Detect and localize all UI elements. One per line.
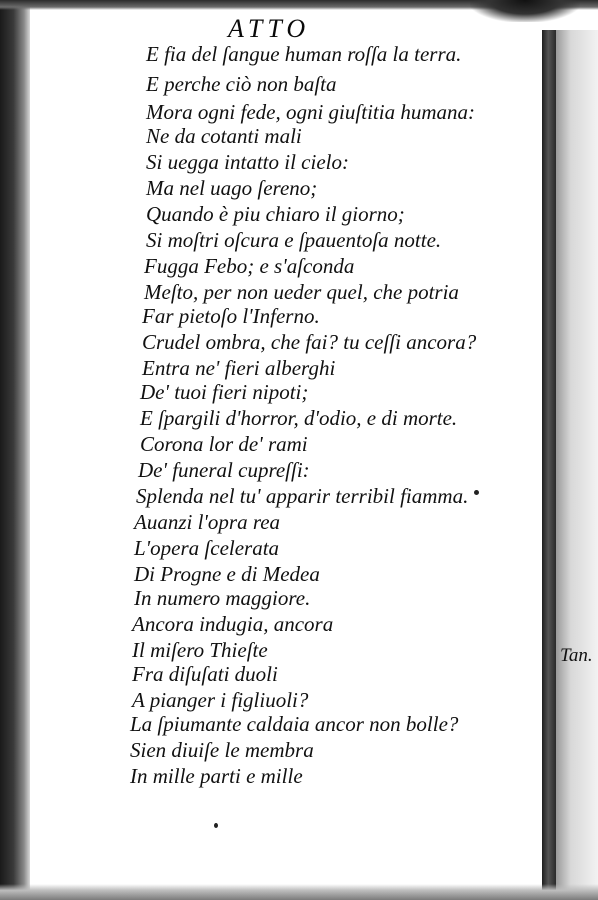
book-gutter [542, 30, 556, 890]
verse-line: A pianger i figliuoli? [132, 688, 309, 712]
verse-line: Ne da cotanti mali [146, 124, 302, 148]
verse-line: La ſpiumante caldaia ancor non bolle? [130, 712, 459, 736]
verse-line: De' funeral cupreſſi: [138, 458, 310, 482]
verse-line: Il miſero Thieſte [132, 638, 268, 662]
verse-line: In numero maggiore. [134, 586, 311, 610]
verse-line: Splenda nel tu' apparir terribil fiamma. [136, 484, 469, 508]
verse-line: Crudel ombra, che fai? tu ceſſi ancora? [142, 330, 477, 354]
running-head: ATTO [228, 14, 311, 43]
speaker-tag: Tan. [560, 645, 593, 666]
facing-page-edge [556, 30, 598, 890]
verse-line: Mora ogni fede, ogni giuſtitia humana: [146, 100, 475, 124]
ink-speck [474, 490, 479, 495]
verse-line: Fra diſuſati duoli [132, 662, 278, 686]
verse-line: Corona lor de' rami [140, 432, 308, 456]
verse-line: E perche ciò non baſta [146, 72, 337, 96]
verse-line: Entra ne' fieri alberghi [142, 356, 336, 380]
verse-line: Quando è piu chiaro il giorno; [146, 202, 405, 226]
verse-line: In mille parti e mille [130, 764, 303, 788]
verse-line: Di Progne e di Medea [134, 562, 320, 586]
verse-line: Si uegga intatto il cielo: [146, 150, 349, 174]
verse-line: Sien diuiſe le membra [130, 738, 314, 762]
verse-line: E ſpargili d'horror, d'odio, e di morte. [140, 406, 458, 430]
verse-line: Ma nel uago ſereno; [146, 176, 318, 200]
verse-line: Auanzi l'opra rea [134, 510, 281, 534]
verse-line: E fia del ſangue human roſſa la terra. [146, 42, 462, 66]
verse-line: Far pietoſo l'Inferno. [142, 304, 320, 328]
verse-line: Meſto, per non ueder quel, che potria [144, 280, 459, 304]
verse-line: Ancora indugia, ancora [132, 612, 334, 636]
verse-line: L'opera ſcelerata [134, 536, 280, 560]
verse-line: De' tuoi fieri nipoti; [140, 380, 309, 404]
ink-speck [214, 823, 218, 828]
verse-line: Si moſtri oſcura e ſpauentoſa notte. [146, 228, 442, 252]
verse-line: Fugga Febo; e s'aſconda [144, 254, 355, 278]
